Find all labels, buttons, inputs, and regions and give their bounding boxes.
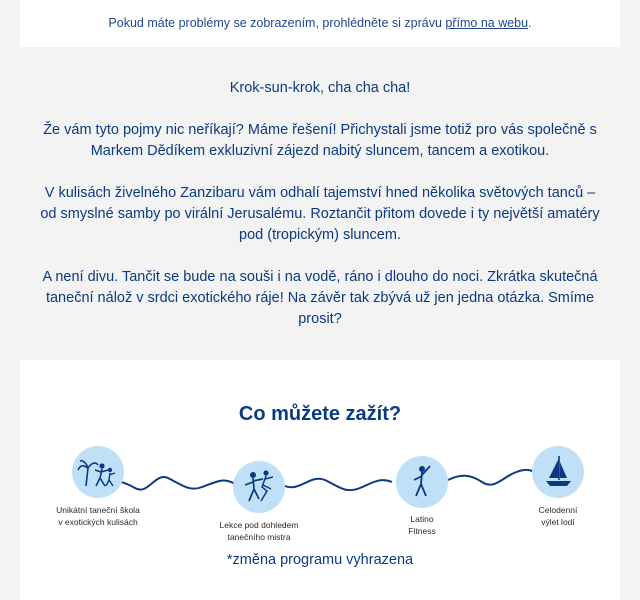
feature-caption-1 <box>43 504 153 528</box>
view-online-text: Pokud máte problémy se zobrazením, prohlédněte si zprávu <box>108 16 446 30</box>
program-change-note: *změna programu vyhrazena <box>226 552 414 568</box>
intro-paragraph-3: A není divu. Tančit se bude na souši i na vodě, ráno i dlouho do noci. Zkrátka skutečná taneční nálož v srdci exotického ráje! Na závěr tak zbývá už jen jedna otázka. Smíme prosit? <box>42 269 598 327</box>
feature-caption-1-line1: Unikátní taneční škola <box>56 505 140 515</box>
feature-bubble-4 <box>532 446 584 498</box>
feature-caption-2-line2: tanečního mistra <box>227 532 291 542</box>
feature-caption-1-line2: v exotických kulisách <box>58 517 138 527</box>
feature-caption-4 <box>503 504 613 528</box>
palm-dancers-icon <box>72 446 124 498</box>
view-online-end: . <box>528 16 532 30</box>
view-online-notice <box>20 16 620 30</box>
feature-bubble-2 <box>233 461 285 513</box>
feature-caption-2-line1: Lekce pod dohledem <box>219 520 299 530</box>
feature-caption-3-line2: Fitness <box>408 526 436 536</box>
sailboat-icon <box>532 446 584 498</box>
features-title: Co můžete zažít? <box>238 403 402 425</box>
feature-caption-4-line2: výlet lodí <box>541 517 575 527</box>
header-card <box>20 0 620 47</box>
intro-section <box>20 47 620 360</box>
feature-caption-2 <box>204 519 314 543</box>
feature-bubble-1 <box>72 446 124 498</box>
fitness-dancer-icon <box>396 456 448 508</box>
features-section <box>20 360 620 600</box>
feature-bubble-3 <box>396 456 448 508</box>
feature-caption-3-line1: Latino <box>410 514 434 524</box>
view-online-link[interactable]: přímo na webu <box>445 16 529 30</box>
feature-caption-3 <box>367 513 477 537</box>
intro-paragraph-1: Že vám tyto pojmy nic neříkají? Máme řešení! Přichystali jsme totiž pro vás společně s Markem Dědíkem exkluzivní zájezd nabitý sluncem, tancem a exotikou. <box>43 122 597 159</box>
intro-heading: Krok-sun-krok, cha cha cha! <box>229 80 411 96</box>
intro-paragraph-2: V kulisách živelného Zanzibaru vám odhalí tajemství hned několika světových tanců – od smyslné samby po virální Jerusalému. Roztančit přitom dovede i ty největší amatéry pod (tropickým) sluncem. <box>40 185 600 243</box>
dancing-couple-icon <box>233 461 285 513</box>
feature-caption-4-line1: Celodenní <box>538 505 578 515</box>
